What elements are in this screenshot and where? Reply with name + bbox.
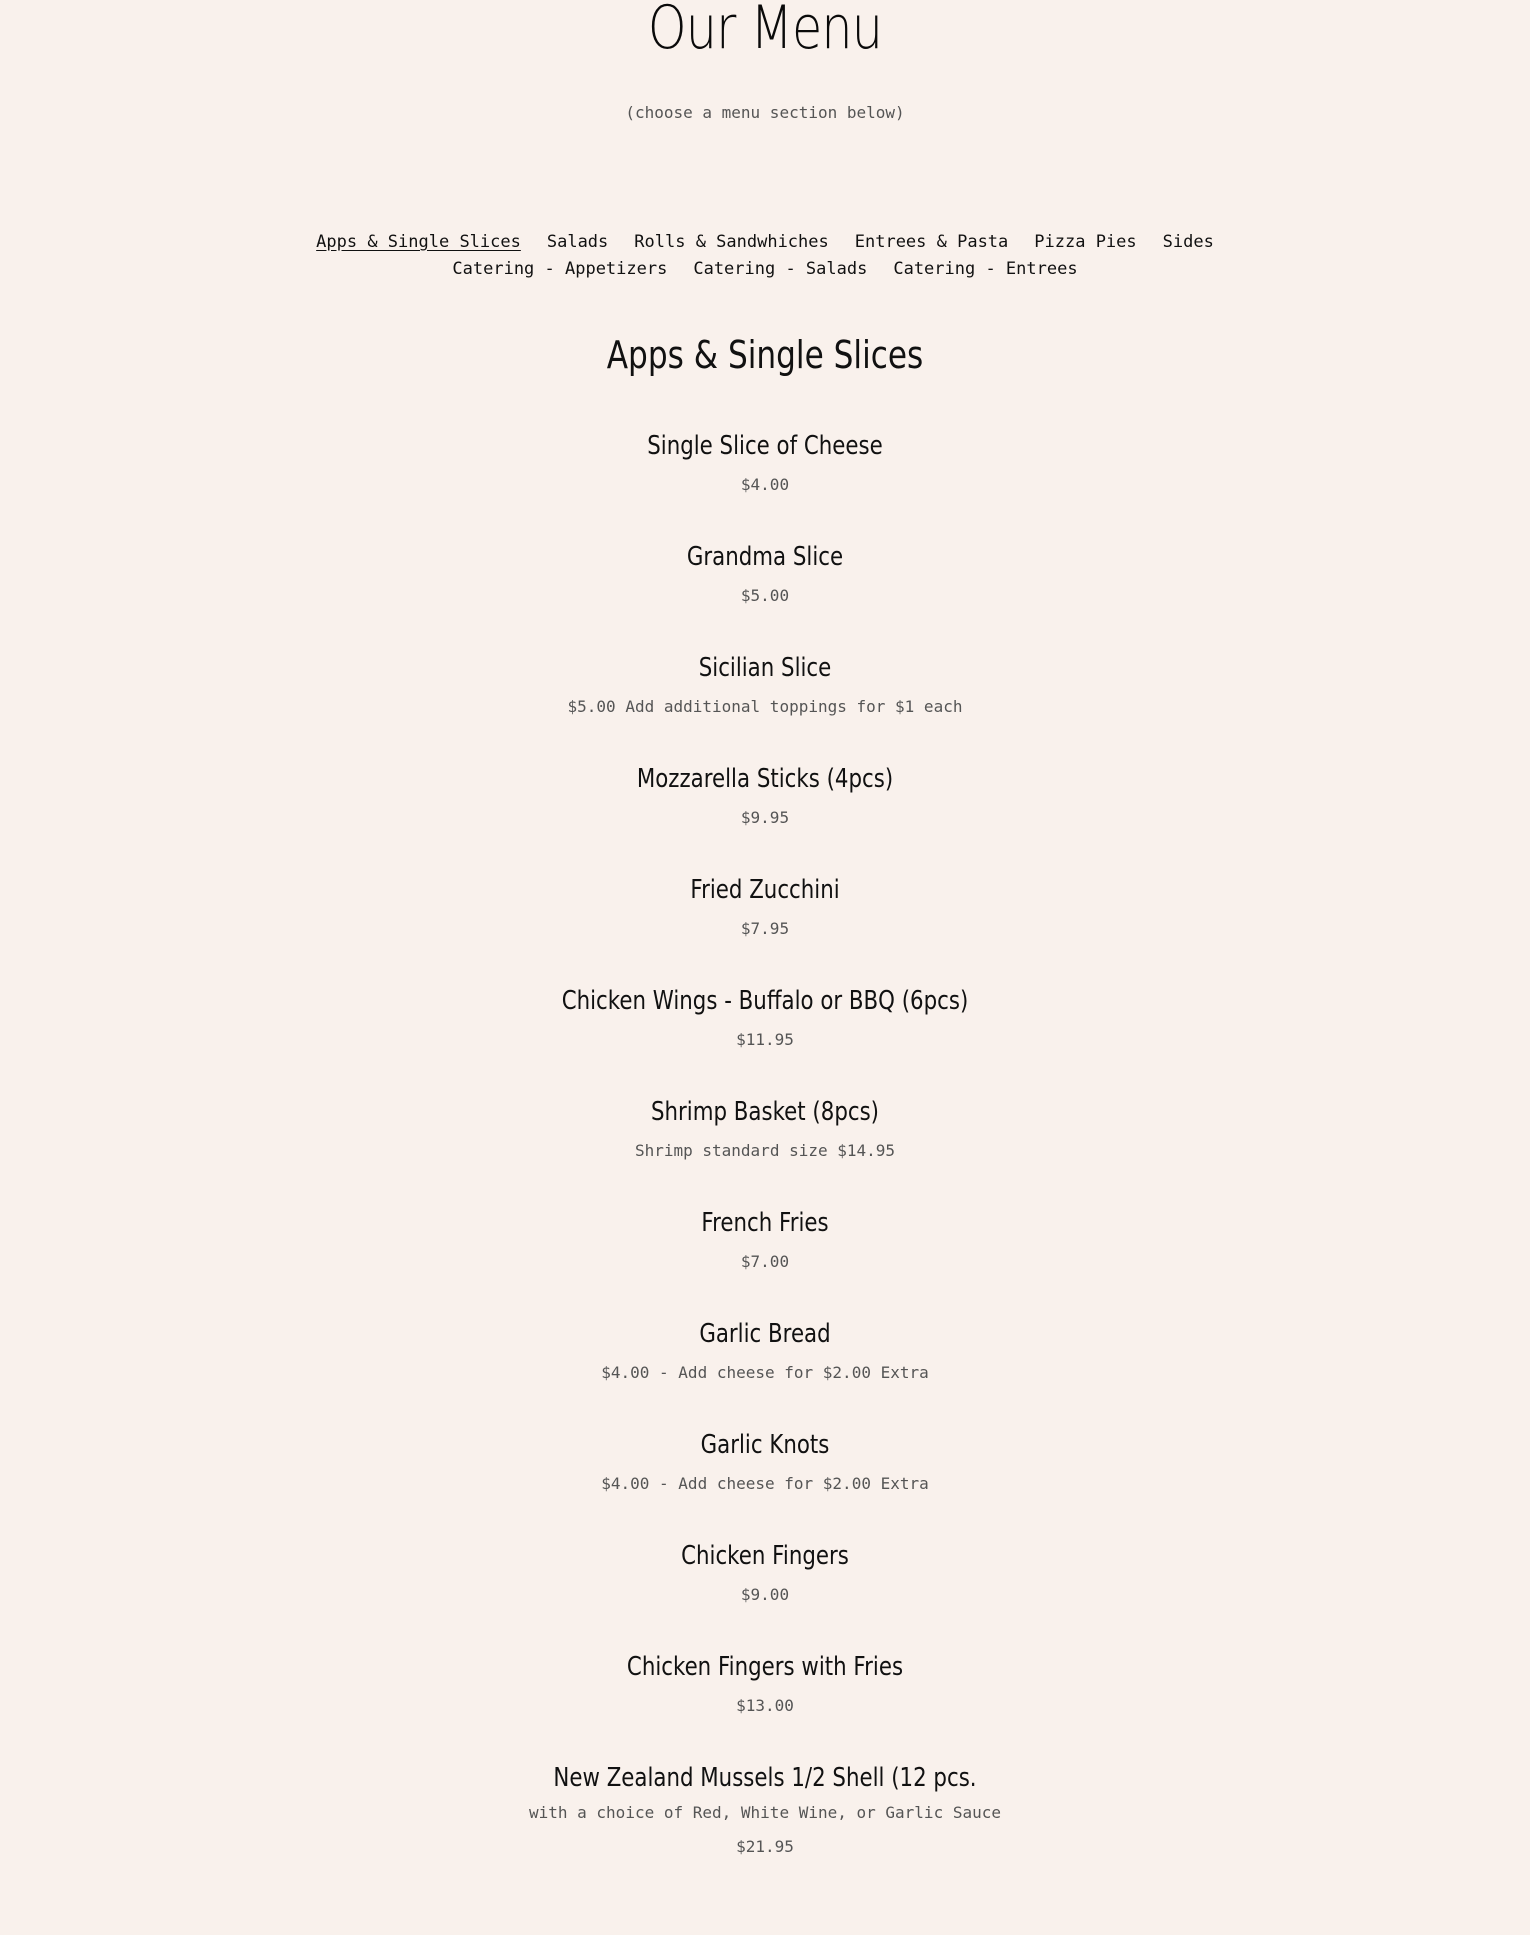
menu-item-price: $7.95 [740, 919, 790, 938]
menu-item-description: with a choice of Red, White Wine, or Garlic Sauce [528, 1803, 1001, 1822]
nav-link-catering-appetizers[interactable]: Catering - Appetizers [452, 259, 668, 279]
menu-item-name: French Fries [701, 1208, 829, 1238]
nav-link-sides[interactable]: Sides [1162, 232, 1214, 252]
menu-item [0, 1427, 1530, 1538]
menu-item-name: Chicken Fingers [681, 1541, 849, 1571]
menu-item-name: Fried Zucchini [690, 875, 840, 905]
menu-item [0, 1649, 1530, 1760]
menu-item-name: New Zealand Mussels 1/2 Shell (12 pcs. [553, 1763, 977, 1793]
menu-item [0, 1205, 1530, 1316]
menu-item [0, 539, 1530, 650]
nav-link-pizza-pies[interactable]: Pizza Pies [1034, 232, 1137, 252]
menu-item [0, 1316, 1530, 1427]
nav-link-apps-and-single-slices[interactable]: Apps & Single Slices [316, 232, 521, 252]
menu-item-name: Single Slice of Cheese [647, 431, 883, 461]
menu-section-nav-row [0, 229, 1530, 256]
menu-item-name: Grandma Slice [686, 542, 844, 572]
section-title: Apps & Single Slices [606, 333, 924, 377]
menu-item-price: $7.00 [740, 1252, 790, 1271]
menu-item-price: $5.00 [740, 586, 790, 605]
nav-link-salads[interactable]: Salads [546, 232, 609, 252]
menu-item-price: $9.95 [740, 808, 790, 827]
menu-item-price: $4.00 - Add cheese for $2.00 Extra [601, 1474, 929, 1493]
menu-item [0, 650, 1530, 761]
menu-item-name: Shrimp Basket (8pcs) [650, 1097, 880, 1127]
menu-item-price: $13.00 [736, 1696, 794, 1715]
menu-section-nav-row [0, 256, 1530, 283]
nav-link-catering-entrees[interactable]: Catering - Entrees [893, 259, 1078, 279]
menu-item [0, 1538, 1530, 1649]
menu-item-price: $21.95 [736, 1837, 794, 1856]
menu-item-list [0, 428, 1530, 1871]
menu-item [0, 1760, 1530, 1871]
menu-item-price: $5.00 Add additional toppings for $1 each [567, 697, 963, 716]
menu-item [0, 872, 1530, 983]
menu-item [0, 428, 1530, 539]
menu-item-name: Sicilian Slice [698, 653, 832, 683]
menu-item [0, 761, 1530, 872]
page-title: Our Menu [647, 0, 883, 63]
menu-item-name: Chicken Wings - Buffalo or BBQ (6pcs) [561, 986, 969, 1016]
nav-link-catering-salads[interactable]: Catering - Salads [693, 259, 868, 279]
nav-link-entrees-and-pasta[interactable]: Entrees & Pasta [854, 232, 1009, 252]
menu-item-name: Chicken Fingers with Fries [626, 1652, 904, 1682]
menu-section-nav [0, 229, 1530, 283]
menu-item-price: $11.95 [736, 1030, 794, 1049]
page-subtitle: (choose a menu section below) [625, 103, 905, 122]
menu-item-price: Shrimp standard size $14.95 [634, 1141, 896, 1160]
menu-item-price: $4.00 - Add cheese for $2.00 Extra [601, 1363, 929, 1382]
menu-item-price: $4.00 [740, 475, 790, 494]
menu-item-name: Garlic Knots [700, 1430, 830, 1460]
menu-item [0, 1094, 1530, 1205]
menu-item-name: Mozzarella Sticks (4pcs) [636, 764, 894, 794]
menu-item-name: Garlic Bread [699, 1319, 831, 1349]
menu-item-price: $9.00 [740, 1585, 790, 1604]
menu-item [0, 983, 1530, 1094]
nav-link-rolls-and-sandwhiches[interactable]: Rolls & Sandwhiches [634, 232, 829, 252]
